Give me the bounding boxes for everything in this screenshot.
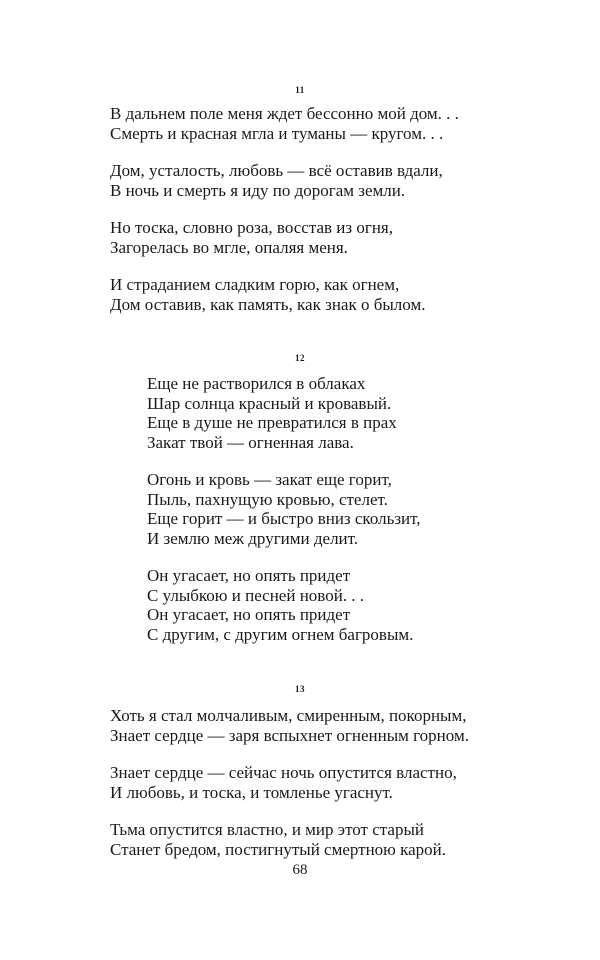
stanza — [110, 218, 459, 257]
poem-12 — [147, 374, 421, 644]
verse-line: Загорелась во мгле, опаляя меня. — [110, 237, 348, 257]
stanza — [110, 104, 459, 143]
poem-13 — [110, 706, 469, 859]
stanza — [147, 566, 421, 644]
verse-line: Закат твой — огненная лава. — [147, 432, 354, 452]
poem-11 — [110, 104, 459, 314]
page-number: 68 — [292, 862, 308, 878]
stanza — [110, 763, 469, 802]
verse-line: Пыль, пахнущую кровью, стелет. — [147, 489, 388, 509]
verse-line: С другим, с другим огнем багровым. — [147, 624, 414, 644]
verse-line: С улыбкою и песней новой. . . — [147, 585, 365, 605]
stanza — [110, 706, 469, 745]
verse-line: В ночь и смерть я иду по дорогам земли. — [110, 180, 406, 200]
verse-line: Хоть я стал молчаливым, смиренным, покорным, — [110, 706, 467, 725]
verse-line: Шар солнца красный и кровавый. — [147, 393, 392, 413]
stanza — [110, 161, 459, 200]
verse-line: В дальнем поле меня ждет бессонно мой дом. . . — [110, 104, 459, 123]
stanza — [110, 275, 459, 314]
verse-line: Тьма опустится властно, и мир этот старый — [110, 820, 424, 839]
verse-line: И любовь, и тоска, и томленье угаснут. — [110, 782, 393, 802]
verse-line: Огонь и кровь — закат еще горит, — [147, 470, 392, 489]
poem-number: 13 — [295, 684, 305, 694]
poem-number: 11 — [295, 85, 305, 95]
verse-line: Еще в душе не превратился в прах — [147, 413, 397, 432]
verse-line: Знает сердце — заря вспыхнет огненным горном. — [110, 725, 469, 745]
poem-number: 12 — [295, 353, 305, 363]
verse-line: Еще не растворился в облаках — [147, 374, 366, 393]
verse-line: Еще горит — и быстро вниз скользит, — [147, 509, 421, 528]
verse-line: Смерть и красная мгла и туманы — кругом. . . — [110, 123, 444, 143]
stanza — [110, 820, 469, 859]
verse-line: Дом оставив, как память, как знак о былом. — [110, 294, 426, 314]
verse-line: И страданием сладким горю, как огнем, — [110, 275, 400, 294]
verse-line: Знает сердце — сейчас ночь опустится властно, — [110, 763, 457, 782]
verse-line: И землю меж другими делит. — [147, 528, 359, 548]
stanza — [147, 374, 421, 452]
stanza — [147, 470, 421, 548]
verse-line: Дом, усталость, любовь — всё оставив вдали, — [110, 161, 443, 180]
verse-line: Но тоска, словно роза, восстав из огня, — [110, 218, 393, 237]
verse-line: Станет бредом, постигнутый смертною карой. — [110, 839, 447, 859]
verse-line: Он угасает, но опять придет — [147, 605, 351, 624]
verse-line: Он угасает, но опять придет — [147, 566, 351, 585]
